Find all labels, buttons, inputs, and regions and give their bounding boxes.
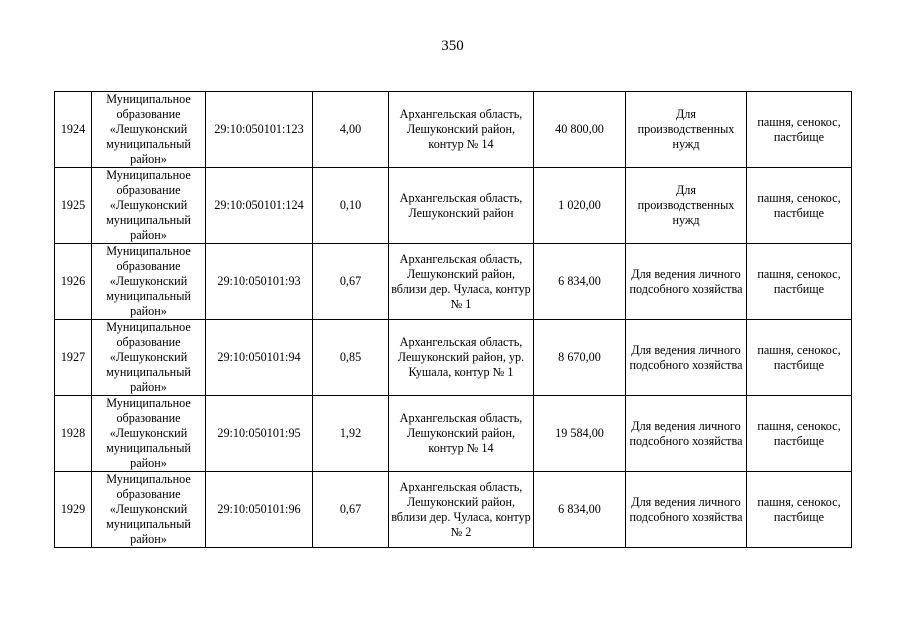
page-number: 350 [441,38,464,54]
cell-value: 1 020,00 [534,168,626,244]
cell-owner: Муниципальное образование «Лешуконский муниципальный район» [92,396,206,472]
cell-owner: Муниципальное образование «Лешуконский муниципальный район» [92,168,206,244]
table-row [55,396,852,472]
cell-value: 6 834,00 [534,472,626,548]
cell-cadastral-number: 29:10:050101:124 [206,168,313,244]
cell-value: 40 800,00 [534,92,626,168]
cell-row-number: 1929 [55,472,92,548]
cell-purpose: Для производственных нужд [626,92,747,168]
cell-area: 0,10 [313,168,389,244]
cell-value: 8 670,00 [534,320,626,396]
cell-cadastral-number: 29:10:050101:93 [206,244,313,320]
cell-land-use: пашня, сенокос, пастбище [747,320,852,396]
cell-cadastral-number: 29:10:050101:94 [206,320,313,396]
cell-purpose: Для ведения личного подсобного хозяйства [626,244,747,320]
cell-cadastral-number: 29:10:050101:95 [206,396,313,472]
table-row [55,92,852,168]
land-plots-table [54,91,852,548]
table-row [55,244,852,320]
cell-land-use: пашня, сенокос, пастбище [747,92,852,168]
cell-location: Архангельская область, Лешуконский район, вблизи дер. Чуласа, контур № 2 [389,472,534,548]
cell-location: Архангельская область, Лешуконский район, вблизи дер. Чуласа, контур № 1 [389,244,534,320]
cell-purpose: Для ведения личного подсобного хозяйства [626,320,747,396]
cell-area: 1,92 [313,396,389,472]
cell-row-number: 1928 [55,396,92,472]
cell-purpose: Для ведения личного подсобного хозяйства [626,472,747,548]
cell-location: Архангельская область, Лешуконский район, ур. Кушала, контур № 1 [389,320,534,396]
table-row [55,320,852,396]
cell-location: Архангельская область, Лешуконский район, контур № 14 [389,92,534,168]
cell-purpose: Для производственных нужд [626,168,747,244]
cell-value: 6 834,00 [534,244,626,320]
cell-area: 0,85 [313,320,389,396]
cell-row-number: 1924 [55,92,92,168]
cell-area: 0,67 [313,472,389,548]
cell-cadastral-number: 29:10:050101:123 [206,92,313,168]
cell-purpose: Для ведения личного подсобного хозяйства [626,396,747,472]
cell-row-number: 1927 [55,320,92,396]
cell-row-number: 1926 [55,244,92,320]
table-row [55,168,852,244]
cell-row-number: 1925 [55,168,92,244]
table-row [55,472,852,548]
cell-area: 0,67 [313,244,389,320]
cell-value: 19 584,00 [534,396,626,472]
cell-land-use: пашня, сенокос, пастбище [747,244,852,320]
cell-land-use: пашня, сенокос, пастбище [747,472,852,548]
cell-land-use: пашня, сенокос, пастбище [747,168,852,244]
cell-owner: Муниципальное образование «Лешуконский муниципальный район» [92,472,206,548]
cell-land-use: пашня, сенокос, пастбище [747,396,852,472]
cell-area: 4,00 [313,92,389,168]
cell-owner: Муниципальное образование «Лешуконский муниципальный район» [92,92,206,168]
cell-location: Архангельская область, Лешуконский район [389,168,534,244]
cell-location: Архангельская область, Лешуконский район, контур № 14 [389,396,534,472]
cell-owner: Муниципальное образование «Лешуконский муниципальный район» [92,320,206,396]
cell-cadastral-number: 29:10:050101:96 [206,472,313,548]
cell-owner: Муниципальное образование «Лешуконский муниципальный район» [92,244,206,320]
